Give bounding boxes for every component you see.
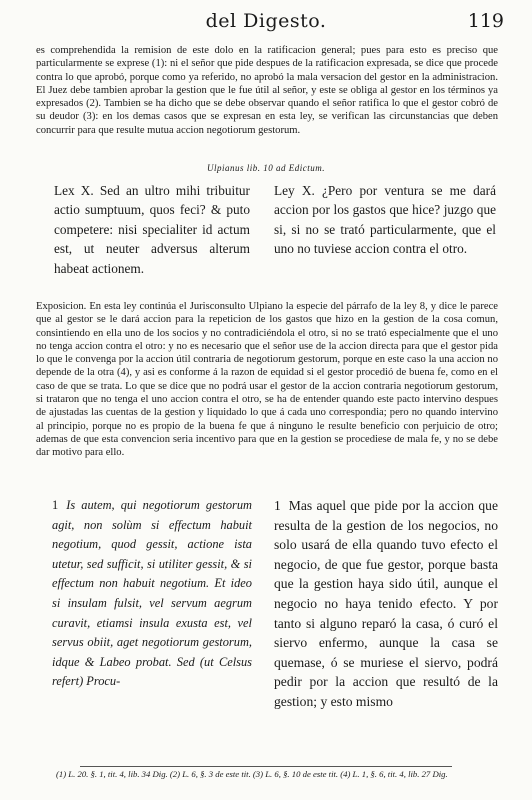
intro-paragraph: es comprehendida la remision de este dolo en la ratificacion general; pues para esto es preciso que particularmente se exprese (1): ni el señor que pide despues de la ratificacion expresada, se dice que procede contra lo que aprobó, porque como ya referido, no aprobó la mala versacion del gestor en la administracion. El Juez debe tambien aprobar la gestion que le fue útil al señor, y este se obliga al gestor en los términos ya expresados (2). Tambien se ha dicho que se debe observar quando el señor ratifica lo que el gestor cobró de su deudor (3): en los demas casos que se expresan en esta ley, se verifican las circunstancias que deben concurrir para que resulte mutua accion negotiorum gestorum. — [36, 45, 498, 136]
section-1-spanish-text: Mas aquel que pide por la accion que resulta de la gestion de los negocios, no solo usará de ella quando tuvo efecto el negocio, de que fue gestor, porque basta que la gestion haya sido útil, aunque el negocio no haya tenido efecto. Y por tanto si alguno reparó la casa, ó curó el siervo enfermo, aunque la casa se quemase, ó se muriese el siervo, podrá pedir por la accion que resultó de la gestion; y esto mismo — [274, 498, 498, 709]
section-1-latin-text: Is autem, qui negotiorum gestorum agit, non solùm si effectum habuit negotium, quod gessit, actione ista utetur, sed sufficit, si utiliter gessit, & si effectum non habuit negotium. Et ideo si insulam fulsit, vel servum aegrum curavit, etiamsi insula exusta est, vel servus obiit, aget negotiorum gestorum, idque & Labeo probat. Sed (ut Celsus refert) Procu- — [52, 498, 252, 689]
section-1-spanish — [274, 496, 498, 712]
footnotes: (1) L. 20. §. 1, tit. 4, lib. 34 Dig. (2) L. 6, §. 3 de este tit. (3) L. 6, §. 10 de este tit. (4) L. 1, §. 6, tit. 4, lib. 27 Dig. — [56, 769, 448, 779]
running-head — [0, 10, 532, 36]
section-number: 1 — [274, 498, 281, 513]
footnote-divider — [80, 766, 452, 767]
exposicion-paragraph: Exposicion. En esta ley continúa el Jurisconsulto Ulpiano la especie del párrafo de la ley 8, y dice le parece que al gestor se le dará accion para la repeticion de los gastos que hizo en la gestion de la cosa comun, consintiendo en ella uno de los socios y no contradiciéndola el otro, si no se trató especialmente que el uno no tenga accion contra el otro: y no es necesario que el señor use de la accion directa para que el gestor pida lo que le convenga por la accion útil contraria de negotiorum gestorum, porque en este caso la una accion no depende de la otra (4), y asi es conforme á la razon de equidad si el gestor procedió de buena fe, como en el caso de que se trata. Lo que se dice que no podrá usar el gestor de la accion contraria negotiorum gestorum, si trataron que no tenga el uno accion contra el otro, se ha de entender quando este pacto intervino despues de ajustadas las cuentas de la gestion y liquidado lo que á cada uno correspondia; pero no quando intervino al principio, porque no es propio de la buena fe que á ninguno le resulte beneficio con perjuicio de otro; ademas de que esta convencion seria incentivo para que en la gestion se procediese de mala fe, y no se debe dar motivo para ello. — [36, 301, 498, 459]
running-title: del Digesto. — [205, 10, 327, 32]
section-1-latin — [52, 496, 252, 692]
source-attribution: Ulpianus lib. 10 ad Edictum. — [207, 163, 325, 173]
section-number: 1 — [52, 498, 59, 512]
page-number: 119 — [467, 10, 504, 32]
lex-spanish-text: Ley X. ¿Pero por ventura se me dará accion por los gastos que hice? juzgo que si, si no se trató particularmente, que el uno no tuviese accion contra el otro. — [274, 183, 496, 257]
lex-latin-text: Lex X. Sed an ultro mihi tribuitur actio sumptuum, quos feci? & puto competere: nisi specialiter id actum est, ut neuter adversus alterum habeat actionem. — [54, 183, 250, 276]
